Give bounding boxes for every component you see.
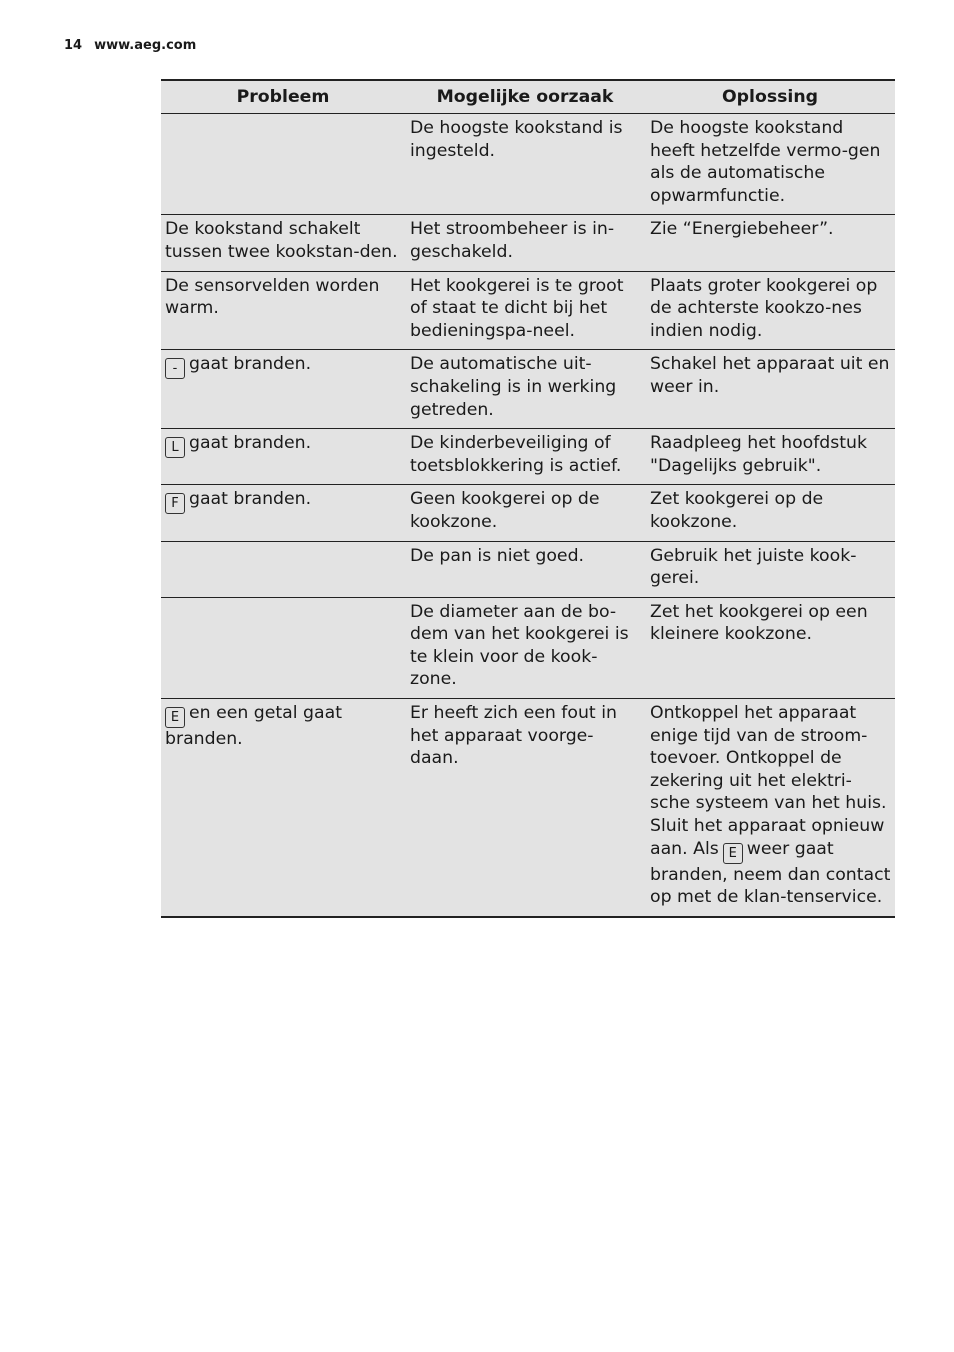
solution-cell: Gebruik het juiste kook-gerei.	[645, 541, 895, 597]
table-row	[161, 699, 895, 917]
problem-text: De kookstand schakelt tussen twee kookstan-den.	[165, 219, 398, 262]
error-display-symbol-icon: E	[723, 843, 743, 864]
table-header-row	[161, 80, 895, 114]
error-display-symbol-icon: E	[165, 707, 185, 728]
page-number: 14	[64, 38, 83, 53]
solution-cell: Raadpleeg het hoofdstuk "Dagelijks gebruik".	[645, 429, 895, 485]
problem-text: en een getal gaat branden.	[165, 703, 342, 750]
table-row	[161, 485, 895, 541]
cause-cell: Het kookgerei is te groot of staat te dicht bij het bedieningspa-neel.	[405, 271, 645, 350]
table-row	[161, 597, 895, 698]
problem-cell	[161, 271, 405, 350]
table-row	[161, 215, 895, 271]
solution-cell: Zet kookgerei op de kookzone.	[645, 485, 895, 541]
problem-cell	[161, 114, 405, 215]
cause-cell: Er heeft zich een fout in het apparaat voorge-daan.	[405, 699, 645, 917]
problem-text: gaat branden.	[189, 433, 312, 454]
problem-cell	[161, 429, 405, 485]
problem-cell	[161, 215, 405, 271]
solution-cell: De hoogste kookstand heeft hetzelfde vermo-gen als de automatische opwarmfunctie.	[645, 114, 895, 215]
problem-cell	[161, 541, 405, 597]
problem-cell	[161, 350, 405, 429]
problem-text: gaat branden.	[189, 489, 312, 510]
website-url: www.aeg.com	[94, 38, 197, 53]
dash-display-symbol-icon: -	[165, 358, 185, 379]
problem-cell	[161, 597, 405, 698]
column-header-solution: Oplossing	[645, 80, 895, 114]
solution-cell: Zet het kookgerei op een kleinere kookzone.	[645, 597, 895, 698]
column-header-cause: Mogelijke oorzaak	[405, 80, 645, 114]
solution-cell: Zie “Energiebeheer”.	[645, 215, 895, 271]
page-header	[64, 38, 196, 53]
cause-cell: De kinderbeveiliging of toetsblokkering is actief.	[405, 429, 645, 485]
column-header-problem: Probleem	[161, 80, 405, 114]
solution-text-before: Ontkoppel het apparaat enige tijd van de stroom-toevoer. Ontkoppel de zekering uit het elektri-sche systeem van het huis. Sluit het apparaat opnieuw aan. Als	[650, 703, 887, 859]
lock-display-symbol-icon: L	[165, 437, 185, 458]
solution-cell: Plaats groter kookgerei op de achterste kookzo-nes indien nodig.	[645, 271, 895, 350]
cause-cell: De hoogste kookstand is ingesteld.	[405, 114, 645, 215]
table-row	[161, 541, 895, 597]
table-row	[161, 271, 895, 350]
cause-cell: De pan is niet goed.	[405, 541, 645, 597]
cause-cell: De automatische uit-schakeling is in werking getreden.	[405, 350, 645, 429]
troubleshooting-table	[161, 79, 895, 918]
cause-cell: Geen kookgerei op de kookzone.	[405, 485, 645, 541]
solution-cell	[645, 699, 895, 917]
f-display-symbol-icon: F	[165, 493, 185, 514]
cause-cell: Het stroombeheer is in-geschakeld.	[405, 215, 645, 271]
problem-cell	[161, 699, 405, 917]
table-row	[161, 114, 895, 215]
problem-text: gaat branden.	[189, 354, 312, 375]
cause-cell: De diameter aan de bo-dem van het kookgerei is te klein voor de kook-zone.	[405, 597, 645, 698]
solution-cell: Schakel het apparaat uit en weer in.	[645, 350, 895, 429]
table-row	[161, 350, 895, 429]
solution-text-after: weer gaat branden, neem dan contact op met de klan-tenservice.	[650, 838, 891, 908]
problem-cell	[161, 485, 405, 541]
table-row	[161, 429, 895, 485]
problem-text: De sensorvelden worden warm.	[165, 275, 380, 319]
